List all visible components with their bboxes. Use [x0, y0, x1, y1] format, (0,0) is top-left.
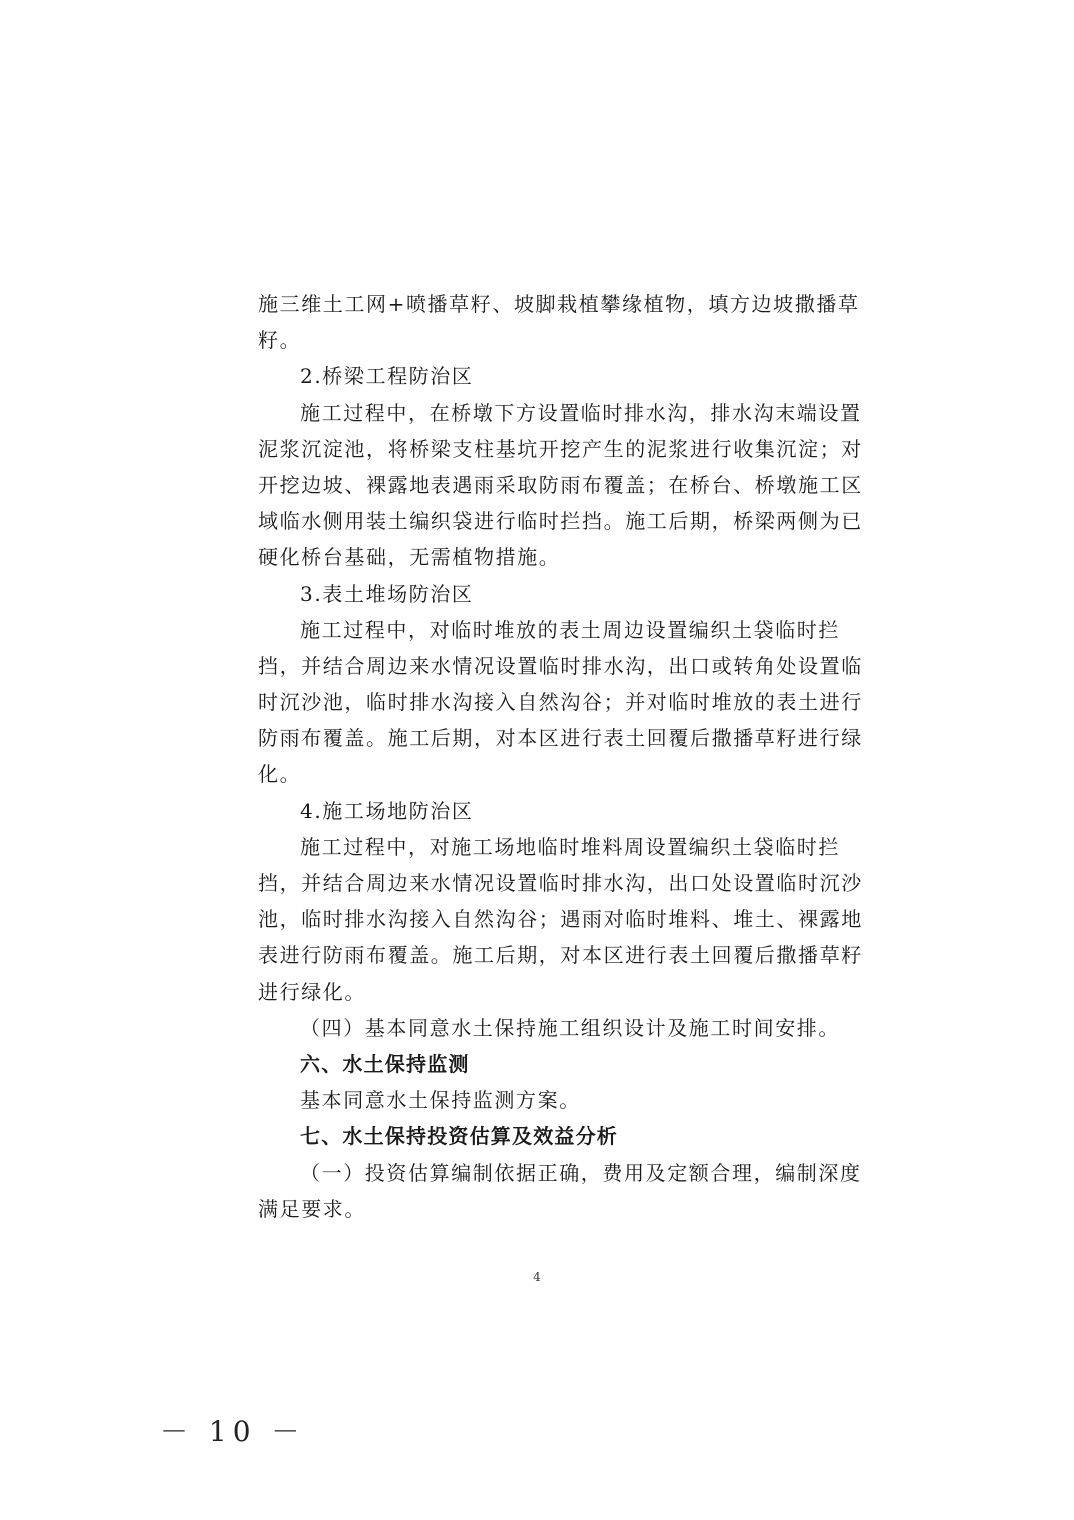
text-line: 基本同意水土保持监测方案。	[300, 1088, 581, 1113]
inner-page-number: 4	[533, 1270, 541, 1284]
text-line: 进行绿化。	[258, 979, 366, 1004]
text-line: 泥浆沉淀池，将桥梁支柱基坑开挖产生的泥浆进行收集沉淀；对	[258, 436, 863, 461]
text-line: 施三维土工网+喷播草籽、坡脚栽植攀缘植物，填方边坡撒播草	[258, 292, 860, 316]
text-line: 2.桥梁工程防治区	[300, 364, 474, 389]
outer-page-number: － 10 －	[160, 1415, 306, 1448]
text-line: 硬化桥台基础，无需植物措施。	[258, 545, 561, 570]
text-line: 满足要求。	[258, 1196, 366, 1221]
text-line: 施工过程中，对施工场地临时堆料周设置编织土袋临时拦	[300, 834, 840, 859]
text-line: 挡，并结合周边来水情况设置临时排水沟，出口或转角处设置临	[258, 653, 863, 678]
text-line: 域临水侧用装土编织袋进行临时拦挡。施工后期，桥梁两侧为已	[258, 509, 863, 534]
section-heading: 六、水土保持监测	[300, 1051, 470, 1076]
text-line: 防雨布覆盖。施工后期，对本区进行表土回覆后撒播草籽进行绿	[258, 726, 863, 751]
text-line: 化。	[258, 762, 302, 787]
text-line: 开挖边坡、裸露地表遇雨采取防雨布覆盖；在桥台、桥墩施工区	[258, 472, 863, 497]
text-line: 施工过程中，对临时堆放的表土周边设置编织土袋临时拦	[300, 617, 840, 642]
text-line: 池，临时排水沟接入自然沟谷；遇雨对临时堆料、堆土、裸露地	[258, 907, 863, 932]
text-line: （四）基本同意水土保持施工组织设计及施工时间安排。	[300, 1015, 840, 1040]
text-line: 表进行防雨布覆盖。施工后期，对本区进行表土回覆后撒播草籽	[258, 943, 863, 968]
text-line: 籽。	[258, 328, 302, 353]
section-heading: 七、水土保持投资估算及效益分析	[300, 1124, 618, 1149]
text-line: 挡，并结合周边来水情况设置临时排水沟，出口处设置临时沉沙	[258, 871, 863, 895]
text-line: 3.表土堆场防治区	[300, 581, 474, 606]
text-line: 施工过程中，在桥墩下方设置临时排水沟，排水沟末端设置	[300, 400, 862, 425]
document-body	[258, 286, 863, 1227]
text-line: 4.施工场地防治区	[300, 798, 474, 823]
text-line: 时沉沙池，临时排水沟接入自然沟谷；并对临时堆放的表土进行	[258, 690, 863, 715]
text-line: （一）投资估算编制依据正确，费用及定额合理，编制深度	[300, 1160, 862, 1185]
